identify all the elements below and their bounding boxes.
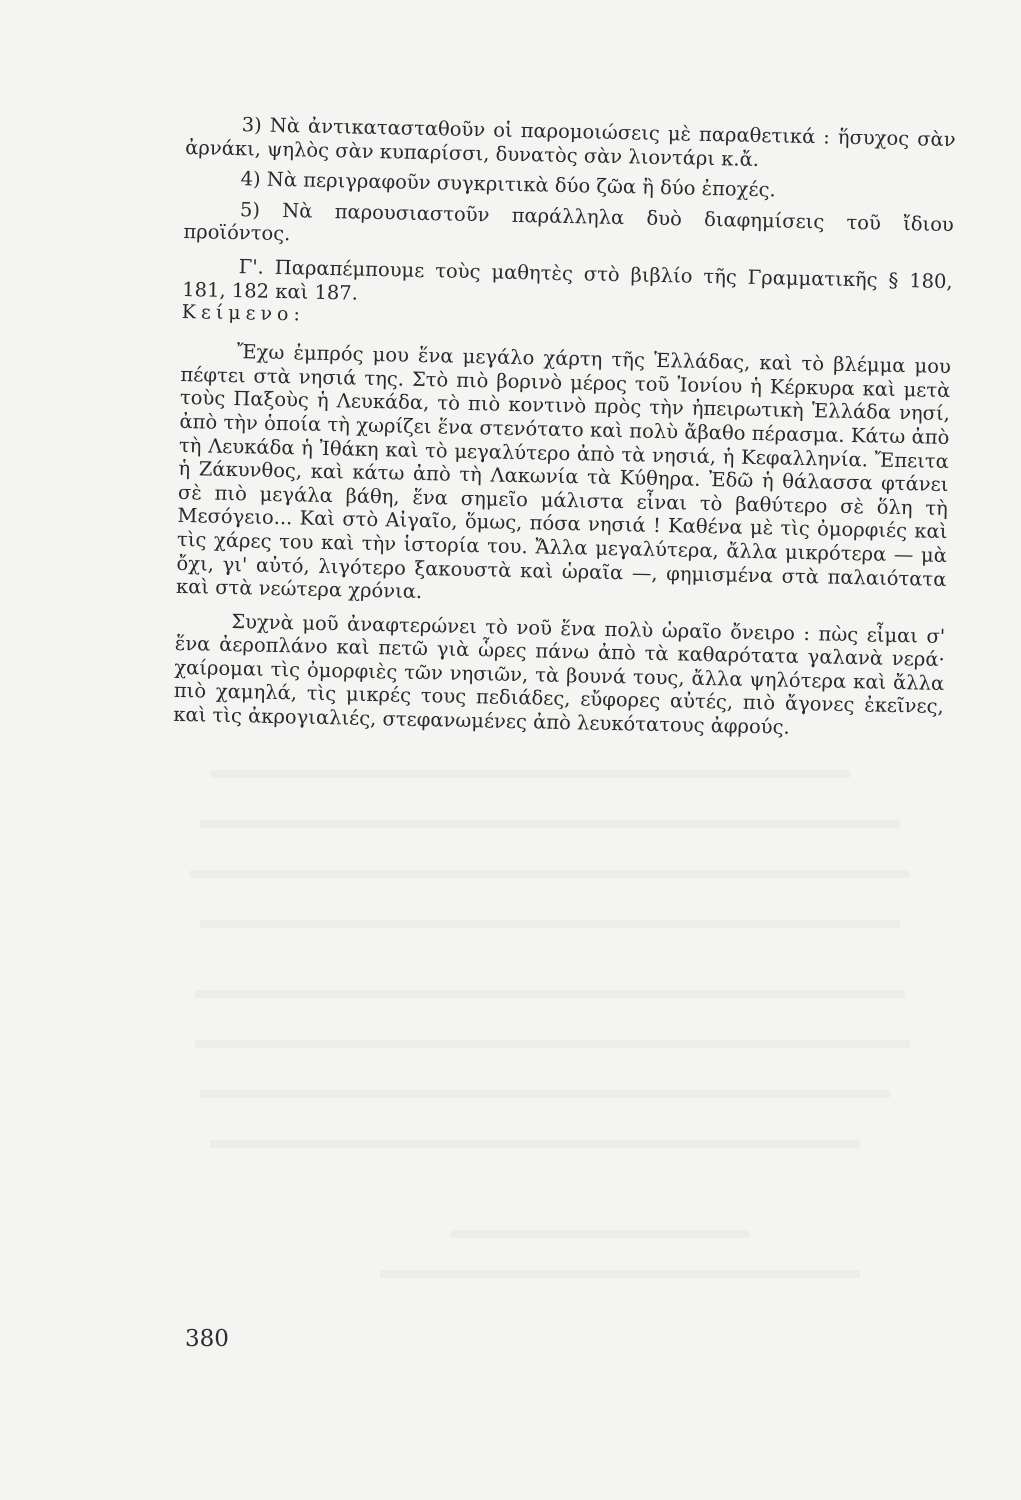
bleed-through-texture bbox=[180, 760, 920, 1320]
bleed-through-line bbox=[190, 870, 910, 878]
grammar-reference: Γ'. Παραπέμπουμε τοὺς μαθητὲς στὸ βιβλίο τῆς Γραμματικῆς § 180, 181, 182 καὶ 187. bbox=[182, 255, 953, 305]
bleed-through-line bbox=[200, 1090, 890, 1098]
page-number: 380 bbox=[185, 1326, 229, 1352]
bleed-through-line bbox=[210, 1140, 860, 1148]
bleed-through-line bbox=[450, 1230, 750, 1238]
bleed-through-line bbox=[380, 1270, 860, 1278]
section-heading: Κείμενο: bbox=[181, 301, 306, 326]
text-paragraph: Συχνὰ μοῦ ἀναφτερώνει τὸ νοῦ ἕνα πολὺ ὡραῖο ὄνειρο : πὼς εἶμαι σ' ἕνα ἀεροπλάνο καὶ πετῶ γιὰ ὧρες πάνω ἀπὸ τὰ καθαρότατα γαλανὰ νερά· χαίρομαι τὶς ὀμορφιὲς τῶν νησιῶν, τὰ βουνά τους, ἄλλα ψηλότερα καὶ ἄλλα πιὸ χαμηλά, τὶς μικρές τους πεδιάδες, εὔφορες αὐτές, πιὸ ἄγονες ἐκεῖνες, καὶ τὶς ἀκρογιαλιές, στεφανωμένες ἀπὸ λευκότατους ἀφρούς. bbox=[173, 609, 946, 739]
bleed-through-line bbox=[195, 1040, 910, 1048]
exercise-item-3: 3) Νὰ ἀντικατασταθοῦν οἱ παρομοιώσεις μὲ παραθετικά : ἥσυχος σὰν ἀρνάκι, ψηλὸς σὰν κυπαρίσσι, δυνατὸς σὰν λιοντάρι κ.ἄ. bbox=[185, 113, 956, 171]
page-content bbox=[173, 112, 956, 743]
bleed-through-line bbox=[200, 820, 900, 828]
bleed-through-line bbox=[210, 770, 850, 778]
exercise-item-5: 5) Νὰ παρουσιαστοῦν παράλληλα δυὸ διαφημίσεις τοῦ ἴδιου προϊόντος. bbox=[183, 197, 955, 246]
text-paragraph: Ἔχω ἐμπρός μου ἕνα μεγάλο χάρτη τῆς Ἑλλάδας, καὶ τὸ βλέμμα μου πέφτει στὰ νησιά της. Στὸ πιὸ βορινὸ μέρος τοῦ Ἰονίου ἡ Κέρκυρα καὶ μετὰ τοὺς Παξοὺς ἡ Λευκάδα, τὸ πιὸ κοντινὸ πρὸς τὴν ἠπειρωτικὴ Ἑλλάδα νησί, ἀπὸ τὴν ὁποία τὴ χωρίζει ἕνα στενότατο καὶ πολὺ ἄβαθο πέρασμα. Κάτω ἀπὸ τὴ Λευκάδα ἡ Ἰθάκη καὶ τὸ μεγαλύτερο ἀπὸ τὰ νησιά, ἡ Κεφαλληνία. Ἔπειτα ἡ Ζάκυνθος, καὶ κάτω ἀπὸ τὴ Λακωνία τὰ Κύθηρα. Ἐδῶ ἡ θάλασσα φτάνει σὲ πιὸ μεγάλα βάθη, ἕνα σημεῖο μάλιστα εἶναι τὸ βαθύτερο σὲ ὅλη τὴ Μεσόγειο... Καὶ στὸ Αἰγαῖο, ὅμως, πόσα νησιά ! Καθένα μὲ τὶς ὀμορφιές καὶ τὶς χάρες του καὶ τὴν ἱστορία του. Ἄλλα μεγαλύτερα, ἄλλα μικρότερα — μὰ ὄχι, γι' αὐτό, λιγότερο ξακουστὰ καὶ ὡραῖα —, φημισμένα στὰ παλαιότατα καὶ στὰ νεώτερα χρόνια. bbox=[175, 340, 952, 604]
exercise-item-4: 4) Νὰ περιγραφοῦν συγκριτικὰ δύο ζῶα ἢ δύο ἐποχές. bbox=[240, 167, 776, 202]
bleed-through-line bbox=[195, 990, 905, 998]
bleed-through-line bbox=[200, 920, 900, 928]
